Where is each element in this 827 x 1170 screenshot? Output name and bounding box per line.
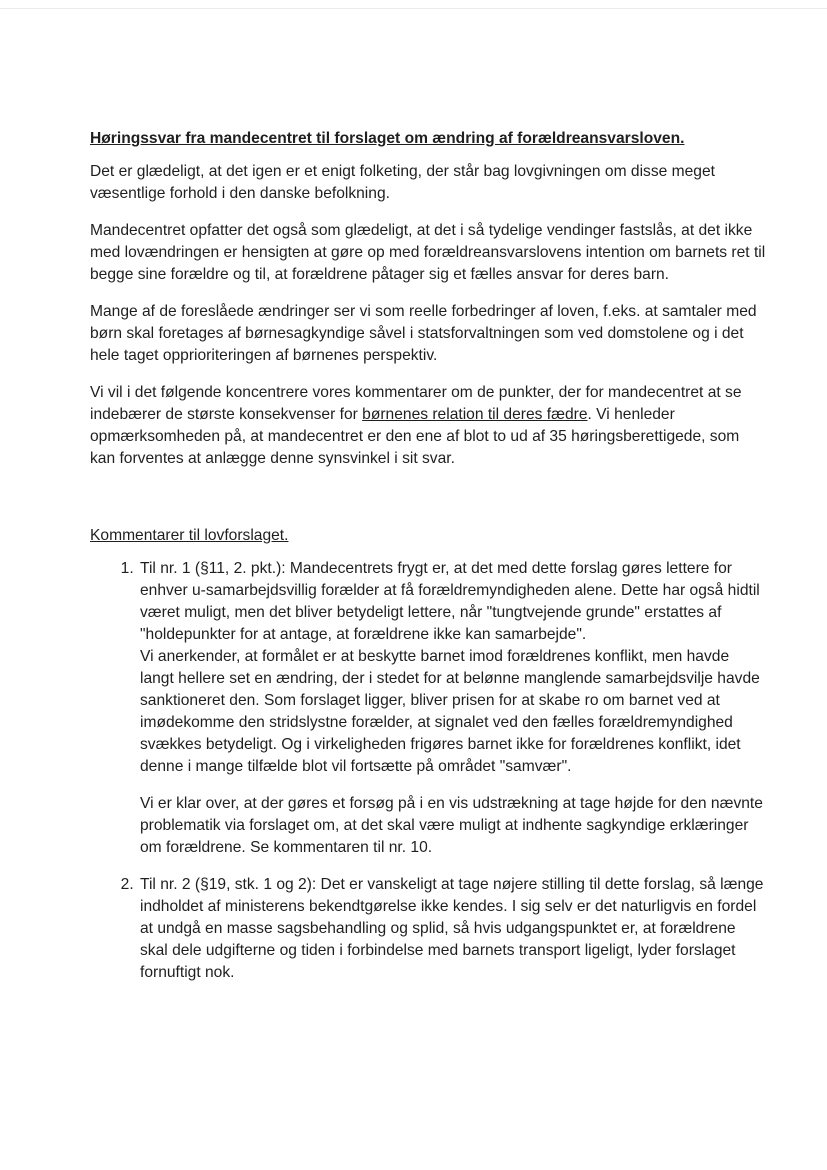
focus-text-before: Vi vil i det følgende koncentrere vores kommentarer om de punkter, der for mandecentret at se indebærer de største konsekvenser for bbox=[90, 384, 742, 423]
paragraph-intention: Mandecentret opfatter det også som glædeligt, at det i så tydelige vendinger fastslås, at det ikke med lovændringen er hensigten at gøre op med forældreansvarslovens intention om barnets ret til begge sine forældre og til, at forældrene påtager sig et fælles ansvar for deres barn. bbox=[90, 222, 766, 283]
list-item-paragraph: Vi er klar over, at der gøres et forsøg på i en vis udstrækning at tage højde for den nævnte problematik via forslaget om, at det skal være muligt at indhente sagkyndige erklæringer om forældrene. Se kommentaren til nr. 10. bbox=[140, 795, 763, 856]
paragraph-intro: Det er glædeligt, at det igen er et enigt folketing, der står bag lovgivningen om disse meget væsentlige forhold i den danske befolkning. bbox=[90, 163, 715, 202]
list-item-paragraph: 2. Til nr. 2 (§19, stk. 1 og 2): Det er vanskeligt at tage nøjere stilling til dette forslag, så længe indholdet af ministerens bekendtgørelse ikke kendes. I sig selv er det naturligvis en fordel at undgå en masse sagsbehandling og splid, så hvis udgangspunktet er, at forældrene skal dele udgifterne og tiden i forbindelse med barnets transport ligeligt, lyder forslaget fornuftigt nok. bbox=[140, 876, 764, 981]
list-item bbox=[138, 558, 766, 859]
focus-text-underlined: børnenes relation til deres fædre bbox=[362, 406, 588, 423]
scan-edge-line bbox=[0, 8, 827, 9]
comment-list bbox=[90, 558, 766, 984]
paragraph-improvements: Mange af de foreslåede ændringer ser vi som reelle forbedringer af loven, f.eks. at samtaler med børn skal foretages af børnesagkyndige såvel i statsforvaltningen som ved domstolene og i det hele taget opprioriteringen af børnenes perspektiv. bbox=[90, 303, 757, 364]
list-item-text: Til nr. 1 (§11, 2. pkt.): Mandecentrets frygt er, at det med dette forslag gøres lettere for enhver u-samarbejdsvillig forælder at få forældremyndigheden alene. Dette har også hidtil været muligt, men det bliver betydeligt lettere, når "tungtvejende grunde" erstattes af "holdepunkter for at antage, at forældrene ikke kan samarbejde". bbox=[140, 560, 760, 643]
paragraph-focus bbox=[90, 382, 766, 470]
focus-text-after: . Vi henleder opmærksomheden på, at mandecentret er den ene af blot to ud af 35 høringsberettigede, som kan forventes at anlægge denne synsvinkel i sit svar. bbox=[90, 406, 740, 467]
document-page bbox=[90, 128, 766, 999]
list-item-paragraph bbox=[140, 558, 766, 778]
list-item bbox=[138, 874, 766, 984]
document-title: Høringssvar fra mandecentret til forslaget om ændring af forældreansvarsloven. bbox=[90, 130, 685, 147]
section-heading: Kommentarer til lovforslaget. bbox=[90, 527, 289, 544]
list-item-continuation: Vi anerkender, at formålet er at beskytte barnet imod forældrenes konflikt, men havde langt hellere set en ændring, der i stedet for at belønne manglende samarbejdsvilje havde sanktioneret den. Som forslaget ligger, bliver prisen for at skabe ro om barnet ved at imødekomme den stridslystne forælder, at signalet ved den fælles forældremyndighed svækkes betydeligt. Og i virkeligheden frigøres barnet ikke for forældrenes konflikt, idet denne i mange tilfælde blot vil fortsætte på området "samvær". bbox=[140, 648, 760, 775]
